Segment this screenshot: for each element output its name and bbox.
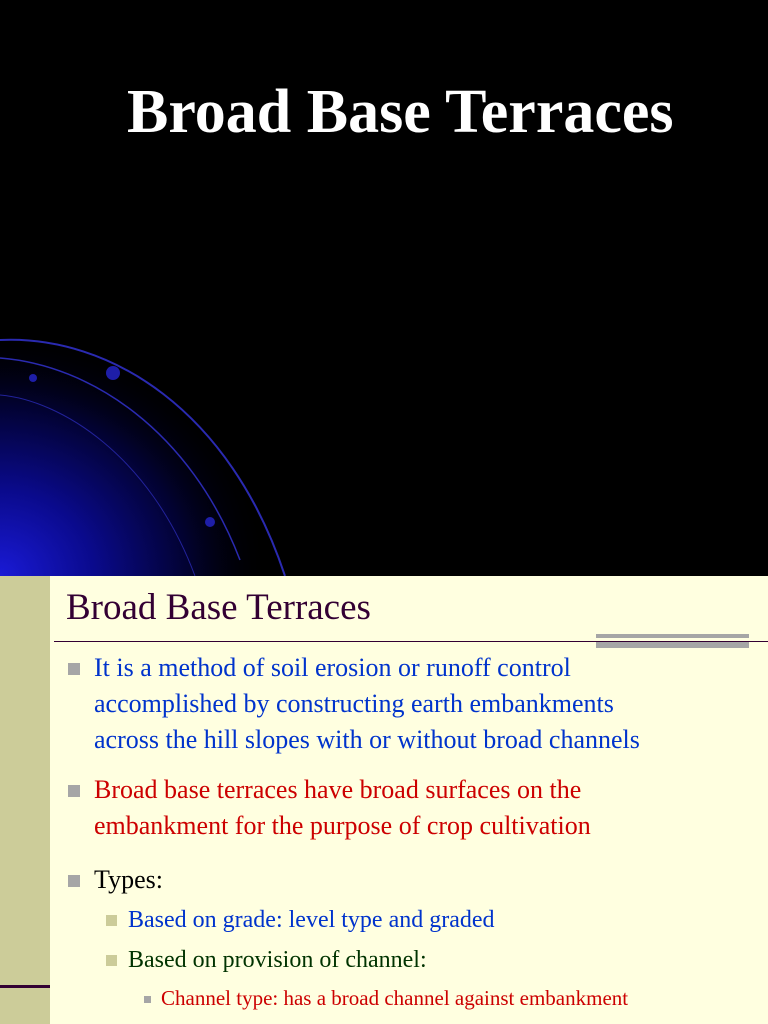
blue-gradient-glow [0,330,270,576]
content-slide [0,576,768,1024]
bullet-line: embankment for the purpose of crop cultivation [94,811,591,840]
square-sub-bullet-icon [106,915,117,926]
square-bullet-icon [68,663,80,675]
content-slide-heading: Broad Base Terraces [66,587,371,628]
bullet-line: across the hill slopes with or without broad channels [94,725,640,754]
bullet-surfaces [94,772,591,844]
bullet-line: It is a method of soil erosion or runoff control [94,653,571,682]
left-band-divider [0,985,50,988]
bullet-line: Types: [94,865,163,894]
bullet-line: accomplished by constructing earth embankments [94,689,614,718]
bullet-line: Broad base terraces have broad surfaces on the [94,775,582,804]
bullet-types [94,862,163,898]
sub-bullet-text: Based on provision of channel: [128,947,427,973]
bullet-definition [94,650,640,758]
orbit-dot-small [29,374,37,382]
orbit-dot-large [106,366,120,380]
orbit-dot-medium [205,517,215,527]
subsub-bullet-text: Channel type: has a broad channel against embankment [161,986,629,1010]
square-sub-bullet-icon [106,955,117,966]
left-accent-band [0,576,50,1024]
square-bullet-icon [68,785,80,797]
title-accent-bar-bottom [596,642,749,648]
sub-bullet-text: Based on grade: level type and graded [128,907,495,933]
sub-bullet-channel [128,944,427,976]
square-subsub-bullet-icon [144,996,151,1003]
square-bullet-icon [68,875,80,887]
title-slide-heading: Broad Base Terraces [127,78,674,146]
subsub-bullet-channel-type [161,984,628,1012]
title-accent-bar-top [596,634,749,638]
sub-bullet-grade [128,904,495,936]
